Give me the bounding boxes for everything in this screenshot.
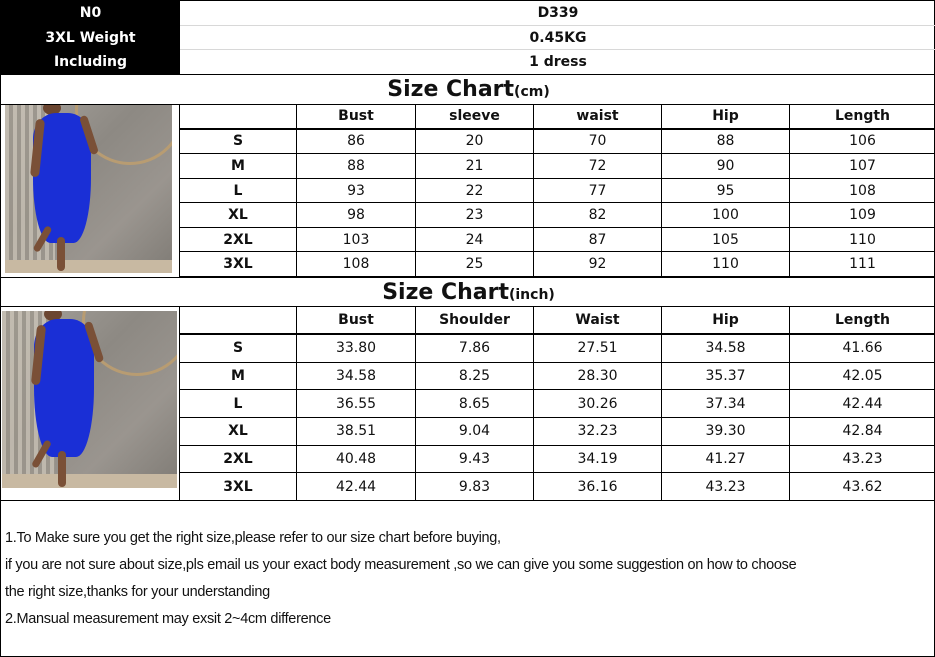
shoulder-cell: 9.43 [416,445,534,473]
table-row [180,445,935,473]
sleeve-cell: 23 [416,203,534,228]
hip-cell: 110 [662,252,790,277]
bust-cell: 38.51 [297,417,416,445]
shoulder-cell: 8.65 [416,390,534,418]
bust-cell: 98 [297,203,416,228]
size-cell: 2XL [180,227,297,252]
size-cell: L [180,390,297,418]
size-cell: 2XL [180,445,297,473]
inch-chart-title [1,277,935,307]
size-cell: L [180,178,297,203]
size-cell: M [180,362,297,390]
note-line: if you are not sure about size,pls email us your exact body measurement ,so we can give you some suggestion on how to choose [5,557,797,573]
bust-cell: 108 [297,252,416,277]
hip-cell: 39.30 [662,417,790,445]
cm-chart-unit: (cm) [514,84,550,100]
bust-cell: 93 [297,178,416,203]
column-header-shoulder: Shoulder [416,307,534,334]
hip-cell: 41.27 [662,445,790,473]
size-cell: XL [180,417,297,445]
table-row [180,473,935,501]
section-divider [1,500,935,501]
table-row [180,334,935,363]
waist-cell: 70 [534,129,662,154]
length-cell: 42.05 [790,362,935,390]
info-value-including: 1 dress [529,54,587,71]
hip-cell: 95 [662,178,790,203]
bust-cell: 86 [297,129,416,154]
bust-cell: 33.80 [297,334,416,363]
hip-cell: 34.58 [662,334,790,363]
length-cell: 110 [790,227,935,252]
waist-cell: 82 [534,203,662,228]
waist-cell: 34.19 [534,445,662,473]
column-header-length: Length [790,105,935,129]
bust-cell: 40.48 [297,445,416,473]
length-cell: 43.62 [790,473,935,501]
bust-cell: 34.58 [297,362,416,390]
shoulder-cell: 9.04 [416,417,534,445]
info-value-weight: 0.45KG [180,26,935,51]
waist-cell: 72 [534,154,662,179]
hip-cell: 90 [662,154,790,179]
waist-cell: 77 [534,178,662,203]
waist-cell: 27.51 [534,334,662,363]
column-header-length: Length [790,307,935,334]
table-row [180,129,935,154]
column-header-bust: Bust [297,307,416,334]
table-row [180,203,935,228]
inch-chart-title-text: Size Chart [382,280,509,305]
column-header-hip: Hip [662,307,790,334]
product-photo-inch [2,311,177,488]
table-row [180,252,935,277]
info-label-including: Including [53,54,128,71]
product-photo-cm [5,105,172,273]
table-header-row [180,307,935,334]
sleeve-cell: 24 [416,227,534,252]
column-header-size [180,105,297,129]
table-header-row [180,105,935,129]
hip-cell: 43.23 [662,473,790,501]
shoulder-cell: 8.25 [416,362,534,390]
shoulder-cell: 9.83 [416,473,534,501]
column-header-bust: Bust [297,105,416,129]
hip-cell: 100 [662,203,790,228]
length-cell: 111 [790,252,935,277]
size-cell: S [180,334,297,363]
inch-chart-unit: (inch) [508,287,555,303]
table-row [180,417,935,445]
length-cell: 42.84 [790,417,935,445]
table-row [180,154,935,179]
column-header-size [180,307,297,334]
waist-cell: 92 [534,252,662,277]
cm-chart-title [1,75,935,105]
column-header-waist: waist [534,105,662,129]
sleeve-cell: 22 [416,178,534,203]
column-header-hip: Hip [662,105,790,129]
hip-cell: 35.37 [662,362,790,390]
bust-cell: 36.55 [297,390,416,418]
shoulder-cell: 7.86 [416,334,534,363]
column-header-sleeve: sleeve [416,105,534,129]
sleeve-cell: 25 [416,252,534,277]
length-cell: 43.23 [790,445,935,473]
cm-chart-title-text: Size Chart [387,77,515,102]
waist-cell: 30.26 [534,390,662,418]
waist-cell: 28.30 [534,362,662,390]
table-row [180,362,935,390]
product-info-block [1,1,935,75]
waist-cell: 87 [534,227,662,252]
info-labels [1,1,180,75]
length-cell: 107 [790,154,935,179]
note-line: 1.To Make sure you get the right size,please refer to our size chart before buying, [5,530,501,546]
hip-cell: 88 [662,129,790,154]
size-cell: M [180,154,297,179]
length-cell: 106 [790,129,935,154]
info-label-weight: 3XL Weight [45,29,136,46]
length-cell: 108 [790,178,935,203]
size-cell: 3XL [180,473,297,501]
cm-size-table [179,104,935,277]
bust-cell: 42.44 [297,473,416,501]
waist-cell: 32.23 [534,417,662,445]
length-cell: 109 [790,203,935,228]
note-line: 2.Mansual measurement may exsit 2~4cm difference [5,611,331,627]
size-cell: 3XL [180,252,297,277]
info-label-number: N0 [79,5,102,21]
bust-cell: 88 [297,154,416,179]
info-values [180,1,935,75]
length-cell: 42.44 [790,390,935,418]
size-notes [5,525,930,633]
sleeve-cell: 20 [416,129,534,154]
bust-cell: 103 [297,227,416,252]
waist-cell: 36.16 [534,473,662,501]
length-cell: 41.66 [790,334,935,363]
column-header-waist: Waist [534,307,662,334]
inch-size-table [179,306,935,501]
info-value-number: D339 [180,1,935,26]
size-cell: XL [180,203,297,228]
table-row [180,227,935,252]
hip-cell: 105 [662,227,790,252]
table-row [180,178,935,203]
size-cell: S [180,129,297,154]
note-line: the right size,thanks for your understanding [5,584,270,600]
table-row [180,390,935,418]
sleeve-cell: 21 [416,154,534,179]
hip-cell: 37.34 [662,390,790,418]
